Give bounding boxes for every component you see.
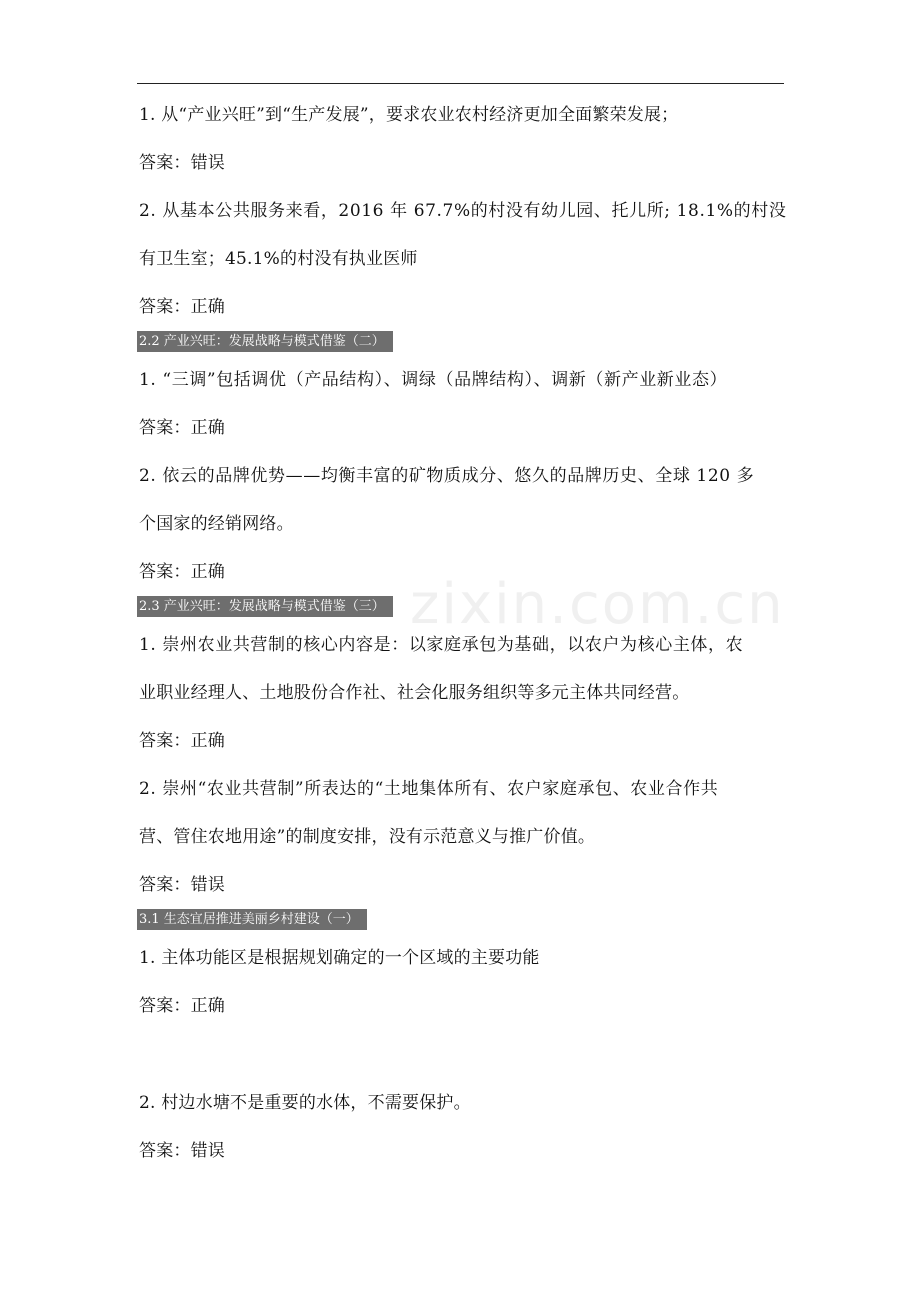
question-text: 1. 从“产业兴旺”到“生产发展”，要求农业农村经济更加全面繁荣发展； — [139, 105, 679, 125]
answer-text: 答案：错误 — [139, 1141, 225, 1161]
answer-text: 答案：正确 — [139, 562, 225, 582]
question-text: 1. 主体功能区是根据规划确定的一个区域的主要功能 — [139, 948, 540, 968]
section-heading: 2.3 产业兴旺：发展战略与模式借鉴（三） — [137, 596, 393, 617]
question-text: 有卫生室；45.1%的村没有执业医师 — [139, 249, 418, 269]
answer-text: 答案：正确 — [139, 996, 225, 1016]
answer-text: 答案：正确 — [139, 297, 225, 317]
question-text: 2. 从基本公共服务来看，2016 年 67.7%的村没有幼儿园、托儿所; 18.1%的村没 — [139, 201, 787, 221]
question-text: 1. “三调”包括调优（产品结构）、调绿（品牌结构）、调新（新产业新业态） — [139, 370, 728, 390]
question-text: 1. 崇州农业共营制的核心内容是：以家庭承包为基础，以农户为核心主体，农 — [139, 635, 744, 655]
section-heading: 2.2 产业兴旺：发展战略与模式借鉴（二） — [137, 331, 393, 352]
answer-text: 答案：正确 — [139, 418, 225, 438]
section-heading: 3.1 生态宜居推进美丽乡村建设（一） — [137, 909, 367, 930]
question-text: 个国家的经销网络。 — [139, 514, 294, 534]
question-text: 2. 崇州“农业共营制”所表达的“土地集体所有、农户家庭承包、农业合作共 — [139, 779, 719, 799]
header-rule — [137, 83, 784, 84]
question-text: 业职业经理人、土地股份合作社、社会化服务组织等多元主体共同经营。 — [139, 683, 690, 703]
question-text: 2. 村边水塘不是重要的水体，不需要保护。 — [139, 1093, 471, 1113]
question-text: 2. 依云的品牌优势——均衡丰富的矿物质成分、悠久的品牌历史、全球 120 多 — [139, 466, 755, 486]
answer-text: 答案：错误 — [139, 153, 225, 173]
question-text: 营、管住农地用途”的制度安排，没有示范意义与推广价值。 — [139, 827, 596, 847]
answer-text: 答案：正确 — [139, 731, 225, 751]
answer-text: 答案：错误 — [139, 875, 225, 895]
watermark: zixin.com.cn — [410, 572, 785, 637]
